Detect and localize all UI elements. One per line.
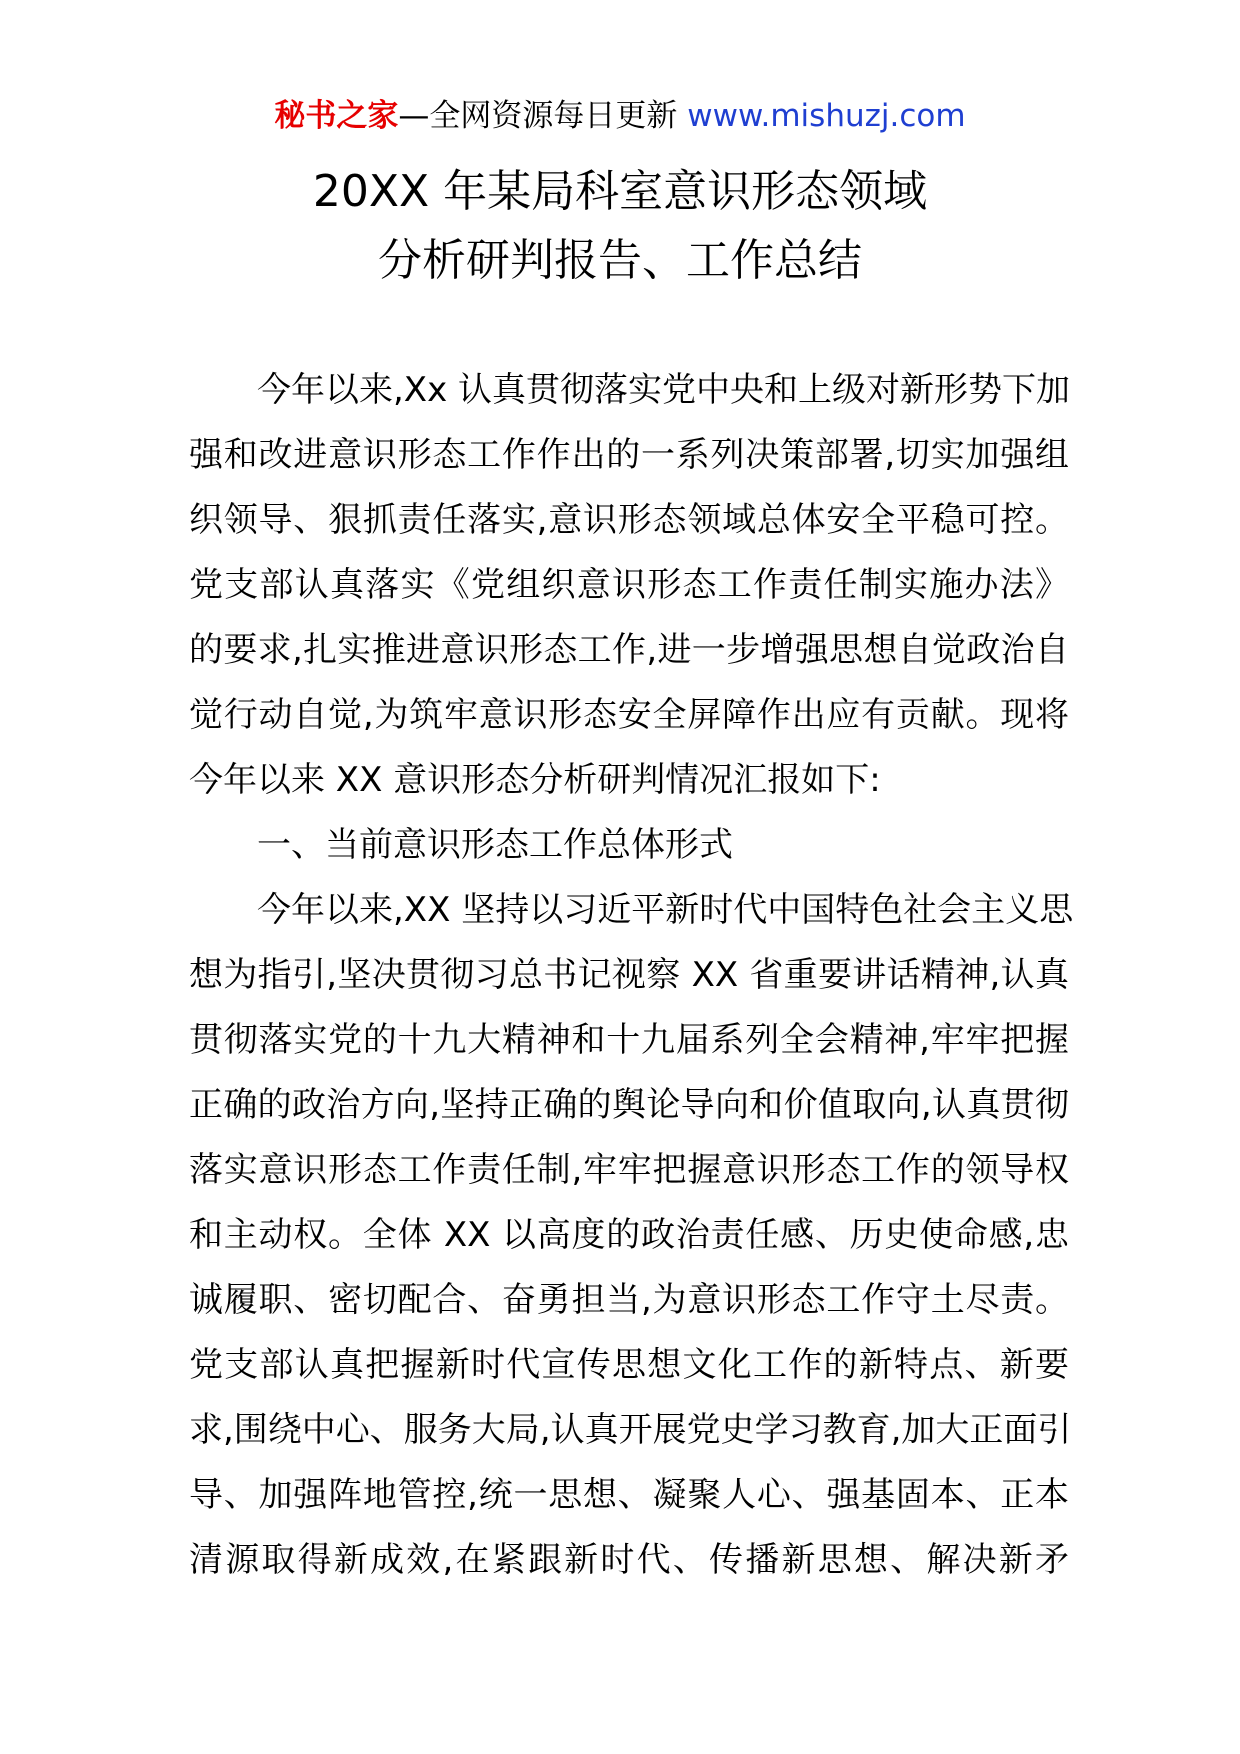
site-brand: 秘书之家 — [274, 98, 399, 134]
body-line: 今年以来,Xx 认真贯彻落实党中央和上级对新形势下加 — [257, 370, 1071, 410]
body-line: 求,围绕中心、服务大局,认真开展党史学习教育,加大正面引 — [189, 1410, 1072, 1450]
site-url-link[interactable]: www.mishuzj.com — [687, 98, 966, 134]
body-line: 觉行动自觉,为筑牢意识形态安全屏障作出应有贡献。现将 — [189, 695, 1069, 735]
body-line: 正确的政治方向,坚持正确的舆论导向和价值取向,认真贯彻 — [189, 1085, 1069, 1125]
body-line: 清源取得新成效,在紧跟新时代、传播新思想、解决新矛 — [189, 1540, 1069, 1580]
body-line: 想为指引,坚决贯彻习总书记视察 XX 省重要讲话精神,认真 — [189, 955, 1069, 995]
body-line: 落实意识形态工作责任制,牢牢把握意识形态工作的领导权 — [189, 1150, 1069, 1190]
document-body — [189, 358, 1074, 1593]
body-line: 贯彻落实党的十九大精神和十九届系列全会精神,牢牢把握 — [189, 1020, 1069, 1060]
section-heading: 一、当前意识形态工作总体形式 — [257, 825, 733, 865]
site-header — [0, 96, 1240, 136]
body-line: 诚履职、密切配合、奋勇担当,为意识形态工作守土尽责。 — [189, 1280, 1069, 1320]
body-line: 的要求,扎实推进意识形态工作,进一步增强思想自觉政治自 — [189, 630, 1069, 670]
body-line: 织领导、狠抓责任落实,意识形态领域总体安全平稳可控。 — [189, 500, 1069, 540]
site-tagline: —全网资源每日更新 — [398, 98, 678, 134]
body-line: 导、加强阵地管控,统一思想、凝聚人心、强基固本、正本 — [189, 1475, 1069, 1515]
document-title-line-1: 20XX 年某局科室意识形态领域 — [312, 166, 928, 217]
body-line: 今年以来,XX 坚持以习近平新时代中国特色社会主义思 — [257, 890, 1074, 930]
body-line: 党支部认真把握新时代宣传思想文化工作的新特点、新要 — [189, 1345, 1069, 1385]
document-title-line-2: 分析研判报告、工作总结 — [378, 235, 862, 286]
body-line: 强和改进意识形态工作作出的一系列决策部署,切实加强组 — [189, 435, 1069, 475]
body-line: 党支部认真落实《党组织意识形态工作责任制实施办法》 — [189, 565, 1069, 605]
body-line: 今年以来 XX 意识形态分析研判情况汇报如下: — [189, 760, 881, 800]
body-line: 和主动权。全体 XX 以高度的政治责任感、历史使命感,忠 — [189, 1215, 1069, 1255]
